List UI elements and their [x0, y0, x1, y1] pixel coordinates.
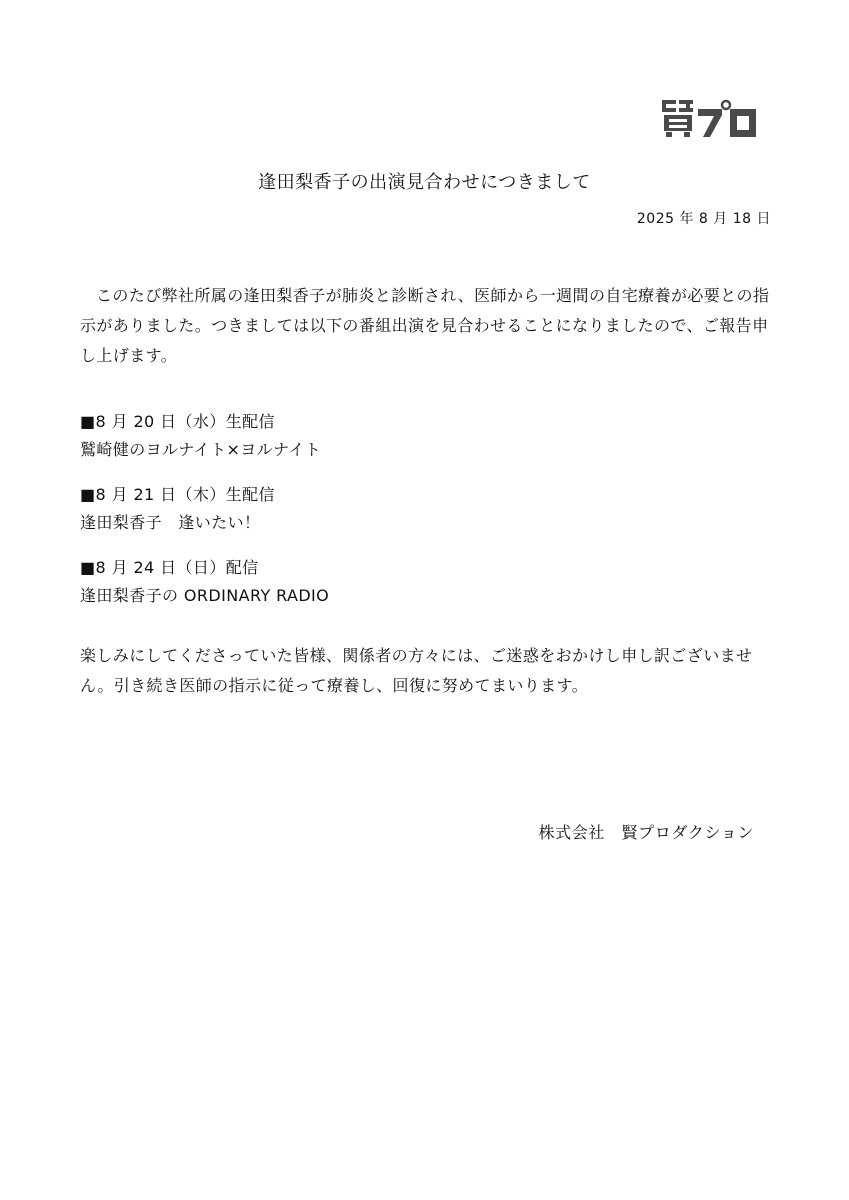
kenpro-logo — [660, 97, 758, 139]
intro-paragraph-block — [80, 281, 780, 371]
program-name: 鷲崎健のヨルナイト×ヨルナイト — [80, 440, 322, 459]
schedule-item — [80, 481, 780, 537]
intro-paragraph: このたび弊社所属の逢田梨香子が肺炎と診断され、医師から一週間の自宅療養が必要との指示がありました。つきましては以下の番組出演を見合わせることになりましたので、ご報告申し上げます。 — [80, 286, 770, 365]
schedule-heading: ■8 月 21 日（木）生配信 — [80, 485, 275, 504]
schedule-heading: ■8 月 20 日（水）生配信 — [80, 412, 275, 431]
schedule-item — [80, 554, 780, 610]
company-signature: 株式会社 賢プロダクション — [538, 823, 754, 842]
program-name: 逢田梨香子の ORDINARY RADIO — [80, 586, 330, 605]
document-date: 2025 年 8 月 18 日 — [636, 211, 771, 227]
program-name: 逢田梨香子 逢いたい！ — [80, 513, 261, 532]
schedule-heading: ■8 月 24 日（日）配信 — [80, 558, 259, 577]
document-title: 逢田梨香子の出演見合わせにつきまして — [258, 172, 591, 193]
schedule-list — [80, 408, 780, 627]
closing-paragraph: 楽しみにしてくださっていた皆様、関係者の方々には、ご迷惑をおかけし申し訳ございません。引き続き医師の指示に従って療養し、回復に努めてまいります。 — [80, 646, 753, 695]
schedule-item — [80, 408, 780, 464]
closing-paragraph-block — [80, 641, 780, 701]
